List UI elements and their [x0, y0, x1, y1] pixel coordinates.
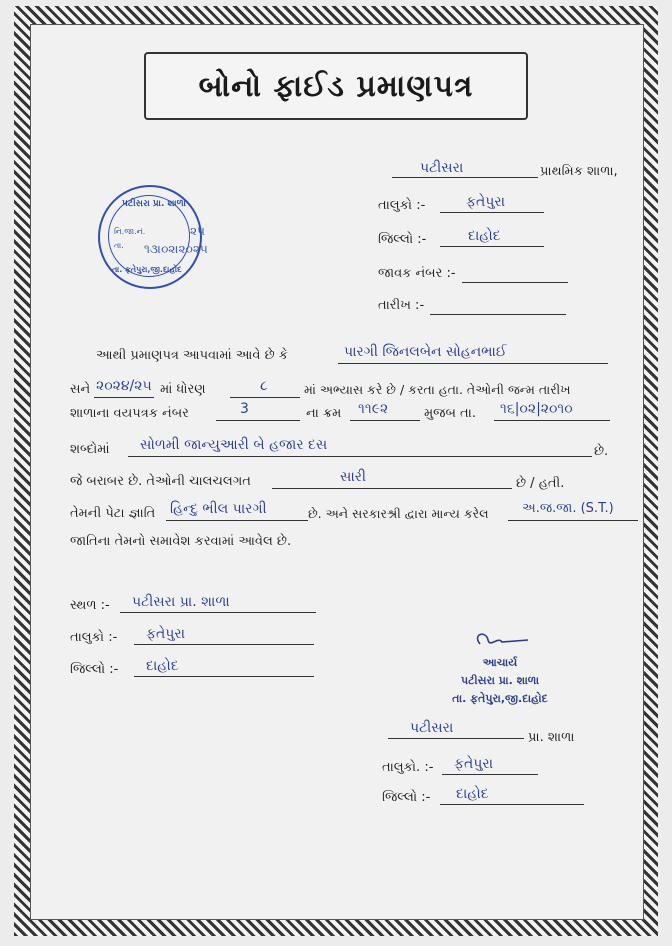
footer-district-label: જિલ્લો :-: [70, 662, 119, 677]
seal-handwritten: [144, 222, 208, 258]
birth-date-words-line: [128, 456, 592, 457]
sign-district-label: જિલ્લો :-: [382, 790, 431, 805]
conduct-line: [272, 488, 512, 489]
sign-taluka-label: તાલુકો. :-: [382, 760, 434, 775]
principal-stamp: [420, 630, 580, 706]
body-line4-post: છે.: [594, 444, 609, 459]
principal-title: આચાર્ય: [482, 656, 518, 669]
header-outward-line: [462, 282, 568, 283]
body-line1-text: આથી પ્રમાણપત્ર આપવામાં આવે છે કે: [96, 348, 288, 363]
header-district-hw: દાહોદ: [468, 228, 501, 244]
register-number-line: [216, 420, 300, 421]
sign-school-line: [388, 738, 524, 739]
academic-year-line: [94, 397, 154, 398]
student-name-line: [338, 363, 608, 364]
footer-place-line: [120, 612, 316, 613]
header-district-label: જિલ્લો :-: [378, 232, 427, 247]
seal-hw-number: ૨૫: [190, 224, 205, 238]
birth-date-words: સોળમી જાન્યુઆરી બે હજાર દસ: [140, 437, 328, 453]
footer-taluka-label: તાલુકો :-: [70, 630, 118, 645]
title-box: [144, 52, 528, 120]
body-line6-mid: છે. અને સરકારશ્રી દ્વારા માન્ય કરેલ: [308, 506, 489, 521]
header-school-suffix: પ્રાથમિક શાળા,: [540, 164, 618, 179]
register-number: 3: [240, 401, 249, 417]
header-outward-label: જાવક નંબર :-: [378, 266, 456, 281]
body-line2-post: માં અભ્યાસ કરે છે / કરતા હતા. તેઓની જન્મ તારીખ: [304, 382, 571, 397]
footer-place-label: સ્થળ :-: [70, 598, 110, 613]
header-taluka-label: તાલુકો :-: [378, 198, 426, 213]
header-district-line: [440, 246, 544, 247]
school-seal: [98, 185, 202, 289]
standard-line: [230, 397, 300, 398]
principal-address: તા. ફતેપુરા,જી.દાહોદ: [452, 692, 548, 705]
body-line4-text: શબ્દોમાં: [70, 442, 110, 457]
body-line2-text: સને: [70, 382, 91, 397]
body-line6-text: તેમની પેટા જ્ઞાતિ: [70, 506, 156, 521]
seal-text-address: તા. ફતેપુરા,જી.દાહોદ: [112, 265, 182, 274]
sign-school-hw: પટીસરા: [410, 720, 454, 736]
body-line5-post: છે / હતી.: [516, 476, 565, 491]
sign-taluka-line: [442, 774, 538, 775]
seal-text-date: તા.: [114, 241, 124, 250]
footer-district-line: [134, 676, 314, 677]
body-line5-text: જે બરાબર છે. તેઓની ચાલચલગત: [70, 474, 251, 489]
header-school-hw: પટીસરા: [420, 160, 464, 176]
certificate-sheet: [30, 24, 644, 920]
seal-hw-date: ૧૩।૦૨।૨૦૨૫: [144, 242, 208, 256]
header-date-label: તારીખ :-: [378, 298, 425, 313]
seal-text-regno: નિ.જા.નં.: [114, 227, 146, 236]
seal-text-school: પટીસરા પ્રા. શાળા: [122, 199, 186, 209]
serial-number-line: [350, 420, 420, 421]
footer-taluka-hw: ફતેપુરા: [146, 626, 186, 642]
standard: ૮: [260, 378, 268, 394]
sign-district-hw: દાહોદ: [456, 786, 489, 802]
caste-category-line: [508, 520, 638, 521]
body-line2-mid: માં ધોરણ: [160, 382, 206, 397]
header-taluka-hw: ફતેપુરા: [466, 194, 506, 210]
sign-school-suffix: પ્રા. શાળા: [528, 730, 575, 745]
serial-number: ૧૧૯૨: [358, 401, 389, 417]
caste-category: અ.જ.જા. (S.T.): [522, 501, 614, 516]
footer-taluka-line: [134, 644, 314, 645]
header-school-line: [392, 177, 538, 178]
body-line7-text: જાતિના તેમનો સમાવેશ કરવામાં આવેલ છે.: [70, 534, 292, 549]
birth-date-line: [494, 420, 610, 421]
body-line3-mid: ના ક્રમ: [306, 406, 342, 421]
principal-school: પટીસરા પ્રા. શાળા: [460, 674, 540, 687]
conduct: સારી: [340, 469, 367, 485]
sign-district-line: [440, 804, 584, 805]
sub-caste-line: [166, 520, 308, 521]
body-line3-post: મુજબ તા.: [424, 406, 476, 421]
header-date-line: [430, 314, 566, 315]
student-name: પારગી જિનલબેન સોહનભાઈ: [344, 344, 507, 360]
page-title: બોનો ફાઈડ પ્રમાણપત્ર: [198, 68, 474, 104]
sub-caste: હિન્દુ ભીલ પારગી: [170, 501, 267, 517]
sign-taluka-hw: ફતેપુરા: [454, 756, 494, 772]
birth-date: ૧૬|૦૨|૨૦૧૦: [500, 401, 573, 417]
footer-district-hw: દાહોદ: [146, 658, 179, 674]
footer-place-hw: પટીસરા પ્રા. શાળા: [132, 594, 230, 610]
header-taluka-line: [440, 212, 544, 213]
body-line3-text: શાળાના વયપત્રક નંબર: [70, 406, 189, 421]
academic-year: ૨૦૨૪/૨૫: [96, 378, 152, 394]
